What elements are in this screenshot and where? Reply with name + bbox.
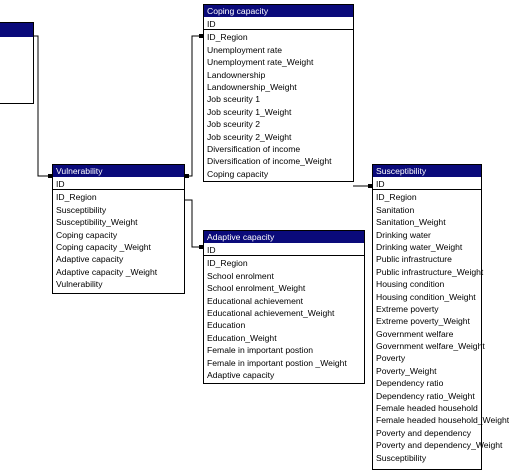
table-region-partial <box>0 22 34 104</box>
field-row[interactable]: Coping capacity _Weight <box>56 241 151 252</box>
field-row[interactable]: Adaptive capacity <box>207 369 275 380</box>
table-title: Vulnerability <box>53 165 184 177</box>
field-row[interactable]: Female in important postion <box>207 345 314 356</box>
field-row[interactable]: Educational achievement_Weight <box>207 307 335 318</box>
table-vulnerability[interactable] <box>52 164 185 294</box>
field-row[interactable]: Sanitation_Weight <box>376 217 446 228</box>
relationship-marker <box>199 34 204 38</box>
field-row[interactable]: Education <box>207 320 246 331</box>
field-row[interactable]: Public infrastructure_Weight <box>376 266 484 277</box>
field-row[interactable]: ID_Region <box>376 192 417 203</box>
field-row[interactable]: Housing condition_Weight <box>376 291 476 302</box>
field-row[interactable]: Job sceurity 1_Weight <box>207 106 292 117</box>
field-row[interactable]: Housing condition <box>376 279 445 290</box>
field-row[interactable]: Diversification of income_Weight <box>207 156 332 167</box>
field-row[interactable]: Educational achievement <box>207 295 304 306</box>
relationship-marker <box>184 174 189 178</box>
field-row[interactable]: School enrolment <box>207 270 274 281</box>
field-row[interactable]: ID <box>204 244 364 256</box>
field-row[interactable]: Dependency ratio <box>376 378 444 389</box>
field-row[interactable]: Dependency ratio_Weight <box>376 390 475 401</box>
field-row[interactable]: Poverty and dependency <box>376 427 472 438</box>
field-row[interactable]: Adaptive capacity _Weight <box>56 266 158 277</box>
table-adaptive-capacity[interactable] <box>203 230 365 384</box>
field-list <box>373 177 509 466</box>
field-row[interactable]: Government welfare_Weight <box>376 341 485 352</box>
field-row[interactable]: ID <box>53 178 184 190</box>
table-title: Coping capacity <box>204 5 353 17</box>
field-row[interactable]: ID <box>204 18 353 30</box>
relationship-marker <box>48 174 53 178</box>
field-row[interactable]: Female in important postion _Weight <box>207 357 347 368</box>
field-row[interactable]: Job sceurity 2 <box>207 119 261 130</box>
table-susceptibility[interactable] <box>372 164 509 470</box>
field-row[interactable]: Poverty and dependency_Weight <box>376 440 503 451</box>
field-row[interactable]: Government welfare <box>376 328 454 339</box>
field-row[interactable]: ID_Region <box>207 258 248 269</box>
field-row[interactable]: Public infrastructure <box>376 254 452 265</box>
field-row[interactable]: Drinking water_Weight <box>376 241 463 252</box>
field-list <box>53 177 184 293</box>
field-row[interactable]: Vulnerability <box>56 279 103 290</box>
field-row[interactable]: Sanitation <box>376 204 415 215</box>
field-row[interactable]: School enrolment_Weight <box>207 283 306 294</box>
field-row[interactable]: Job sceurity 1 <box>207 94 261 105</box>
table-coping-capacity[interactable] <box>203 4 354 182</box>
field-row[interactable]: Female headed household_Weight <box>376 415 509 426</box>
connector-vulnerability-adaptive <box>184 200 203 247</box>
table-title: Susceptibility <box>373 165 481 177</box>
field-row[interactable]: Landownership_Weight <box>207 81 297 92</box>
field-row[interactable]: ID_Region <box>56 192 97 203</box>
field-row[interactable]: Diversification of income <box>207 143 301 154</box>
relationship-marker <box>199 245 204 249</box>
field-row[interactable]: ID_Region <box>207 32 248 43</box>
field-row[interactable]: Coping capacity <box>207 168 269 179</box>
connector-vulnerability-coping <box>184 36 203 176</box>
field-list <box>204 17 353 182</box>
field-row[interactable]: Drinking water <box>376 229 431 240</box>
field-row[interactable]: Job sceurity 2_Weight <box>207 131 292 142</box>
field-row[interactable]: Susceptibility <box>376 452 427 463</box>
field-list <box>204 243 364 383</box>
field-row[interactable]: Extreme poverty_Weight <box>376 316 470 327</box>
field-row[interactable]: Education_Weight <box>207 332 277 343</box>
field-row[interactable]: Poverty_Weight <box>376 365 437 376</box>
field-row[interactable]: Extreme poverty <box>376 303 439 314</box>
field-row[interactable]: Unemployment rate <box>207 44 282 55</box>
field-row[interactable]: Coping capacity <box>56 229 118 240</box>
field-row[interactable]: Poverty <box>376 353 406 364</box>
field-row[interactable]: ID <box>373 178 481 190</box>
table-title: Adaptive capacity <box>204 231 364 243</box>
field-row[interactable]: Landownership <box>207 69 266 80</box>
table-header <box>0 23 33 37</box>
field-row[interactable]: Susceptibility <box>56 204 107 215</box>
relationship-marker <box>368 184 373 188</box>
field-row[interactable]: Unemployment rate_Weight <box>207 57 314 68</box>
field-row[interactable]: Adaptive capacity <box>56 254 124 265</box>
field-row[interactable]: Female headed household <box>376 403 478 414</box>
field-row[interactable]: Susceptibility_Weight <box>56 217 138 228</box>
